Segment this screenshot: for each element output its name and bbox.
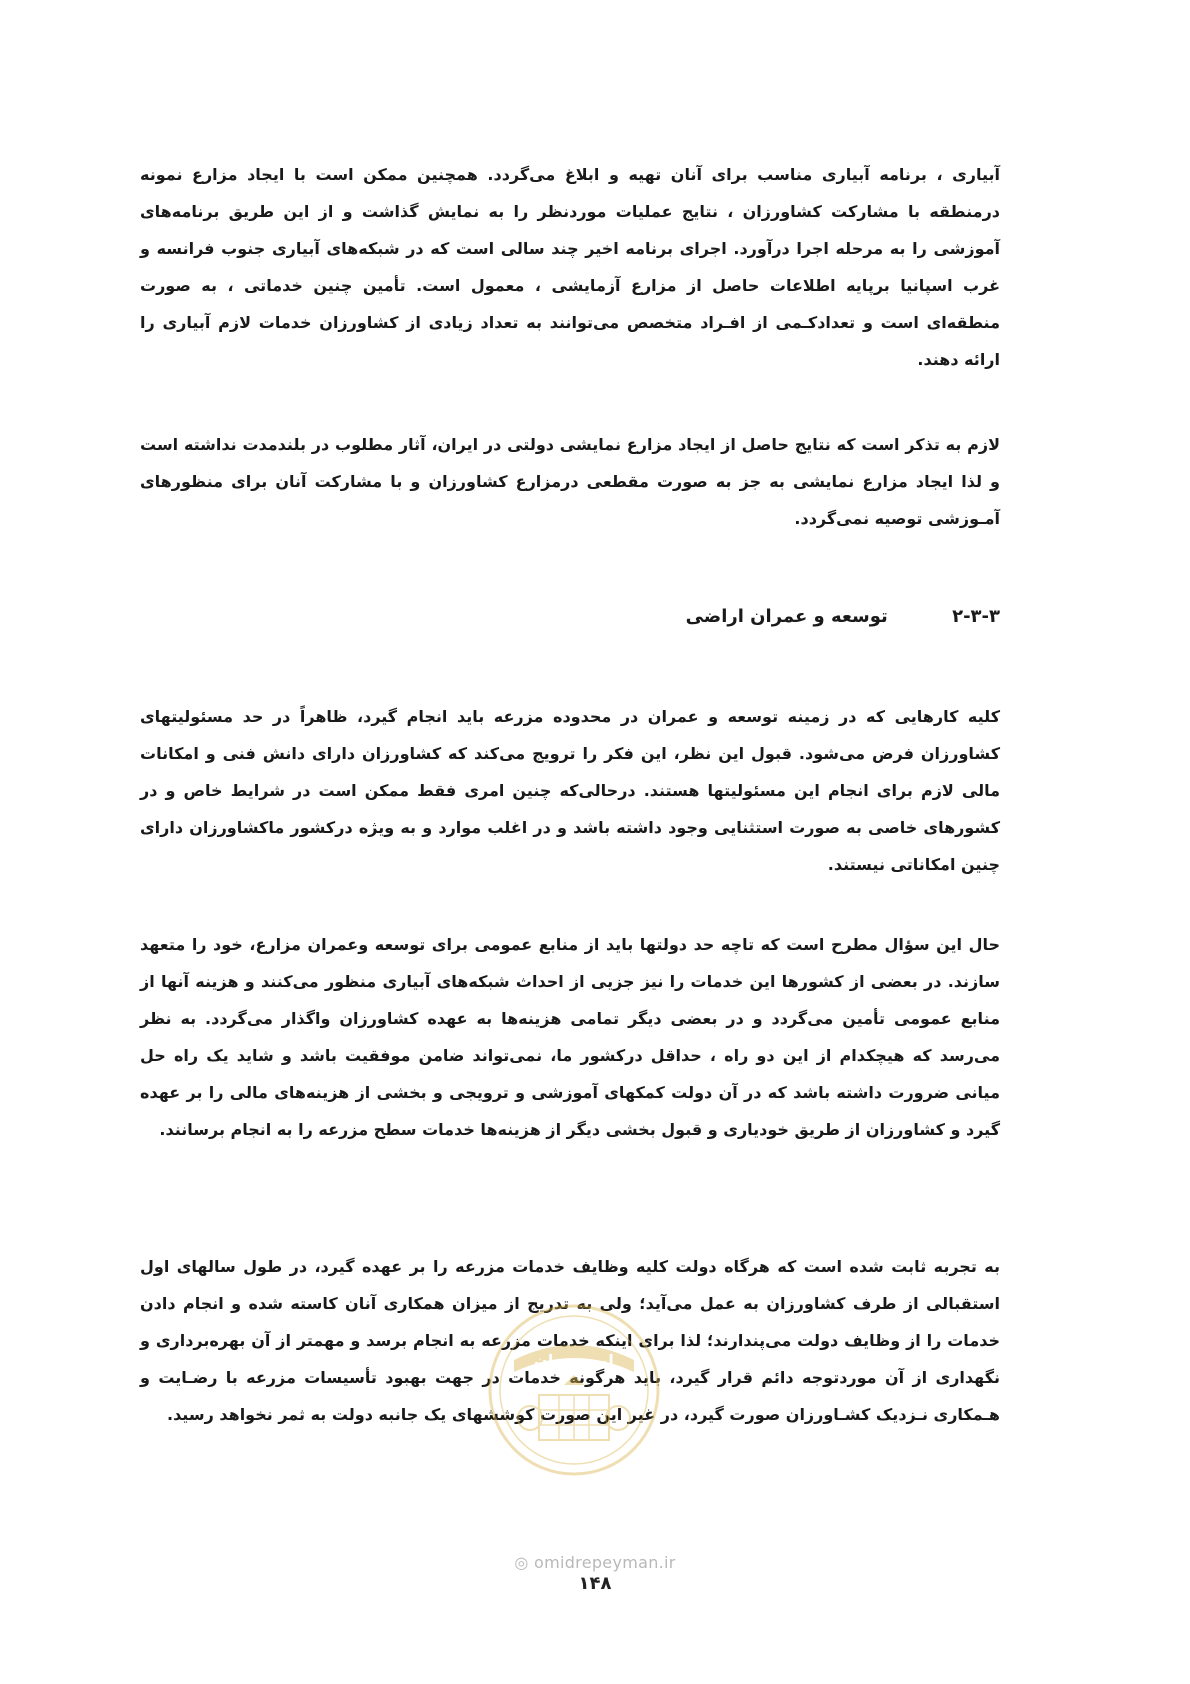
watermark-logo-text: امید پیمان bbox=[534, 1351, 614, 1370]
page-number: ۱۴۸ bbox=[578, 1573, 612, 1594]
paragraph-irrigation-program: آبیاری ، برنامه آبیاری مناسب برای آنان تهیه و ابلاغ می‌گردد. همچنین ممکن است با ایجاد مزارع نمونه درمنطقه با مشارکت کشاورزان ، نتایج عملیات موردنظر را به نمایش گذاشت و از این طریق برنامه‌های آموزشی را به مرحله اجرا درآورد. اجرای برنامه اخیر چند سالی است که در شبکه‌های آبیاری جنوب فرانسه و غرب اسپانیا برپایه اطلاعات حاصل از مزارع آزمایشی ، معمول است. تأمین چنین خدماتی ، به صورت منطقه‌ای است و تعدادکـمی از افـراد متخصص می‌توانند به تعداد زیادی از کشاورزان خدمات لازم آبیاری را ارائه دهند. bbox=[140, 165, 1000, 369]
paragraph-demonstration-farms: لازم به تذکر است که نتایج حاصل از ایجاد مزارع نمایشی دولتی در ایران، آثار مطلوب در بلندمدت نداشته است و لذا ایجاد مزارع نمایشی به جز به صورت مقطعی درمزارع کشاورزان و با مشارکت آنان برای منظورهای آمـوزشی توصیه نمی‌گردد. bbox=[140, 435, 1000, 528]
watermark-logo bbox=[484, 1300, 664, 1480]
at-icon: ◎ bbox=[514, 1553, 529, 1572]
section-number: ۲-۳-۳ bbox=[952, 606, 1000, 627]
section-title: توسعه و عمران اراضی bbox=[685, 606, 888, 627]
paragraph-experience: به تجربه ثابت شده است که هرگاه دولت کلیه وظایف خدمات مزرعه را بر عهده گیرد، در طول سالهای اول استقبالی از طرف کشاورزان به عمل می‌آید؛ ولی به تدریج از میزان همکاری آنان کاسته شده و انجام دادن خدمات را از وظایف دولت می‌پندارند؛ لذا برای اینکه خدمات مزرعه به انجام برسد و مهمتر از آن بهره‌برداری و نگهداری از آن موردتوجه دائم قرار گیرد، باید هرگونه خدمات در جهت بهبود تأسیسات مزرعه با رضـایت و هـمکاری نـزدیک کشـاورزان صورت گیرد، در غیر این صورت کوششهای یک جانبه دولت به ثمر نخواهد رسید. bbox=[140, 1257, 1000, 1424]
paragraph-government-role: حال این سؤال مطرح است که تاچه حد دولتها باید از منابع عمومی برای توسعه وعمران مزارع، خود را متعهد سازند. در بعضی از کشورها این خدمات را نیز جزیی از احداث شبکه‌های آبیاری منظور می‌کنند و هزینه آنها از منابع عمومی تأمین می‌گردد و در بعضی دیگر تمامی هزینه‌ها به عهده کشاورزان واگذار می‌گردد. به نظر می‌رسد که هیچکدام از این دو راه ، حداقل درکشور ما، نمی‌تواند ضامن موفقیت باشد و شاید یک راه حل میانی ضرورت داشته باشد که در آن دولت کمکهای آموزشی و ترویجی و بخشی از هزینه‌های مالی را بر عهده گیرد و کشاورزان از طریق خودیاری و قبول بخشی دیگر از هزینه‌ها خدمات سطح مزرعه را به انجام برسانند. bbox=[140, 935, 1000, 1139]
section-heading bbox=[140, 597, 1000, 637]
watermark-site-text: ◎ omidrepeyman.ir bbox=[514, 1553, 676, 1572]
paragraph-farm-development: کلیه کارهایی که در زمینه توسعه و عمران در محدوده مزرعه باید انجام گیرد، ظاهراً در حد مسئولیتهای کشاورزان فرض می‌شود. قبول این نظر، این فکر را ترویج می‌کند که کشاورزان دارای دانش فنی و امکانات مالی لازم برای انجام این مسئولیتها هستند. درحالی‌که چنین امری فقط ممکن است در شرایط خاص و در کشورهای خاصی به صورت استثنایی وجود داشته باشد و در اغلب موارد و به ویژه درکشور ماکشاورزان دارای چنین امکاناتی نیستند. bbox=[140, 707, 1000, 874]
